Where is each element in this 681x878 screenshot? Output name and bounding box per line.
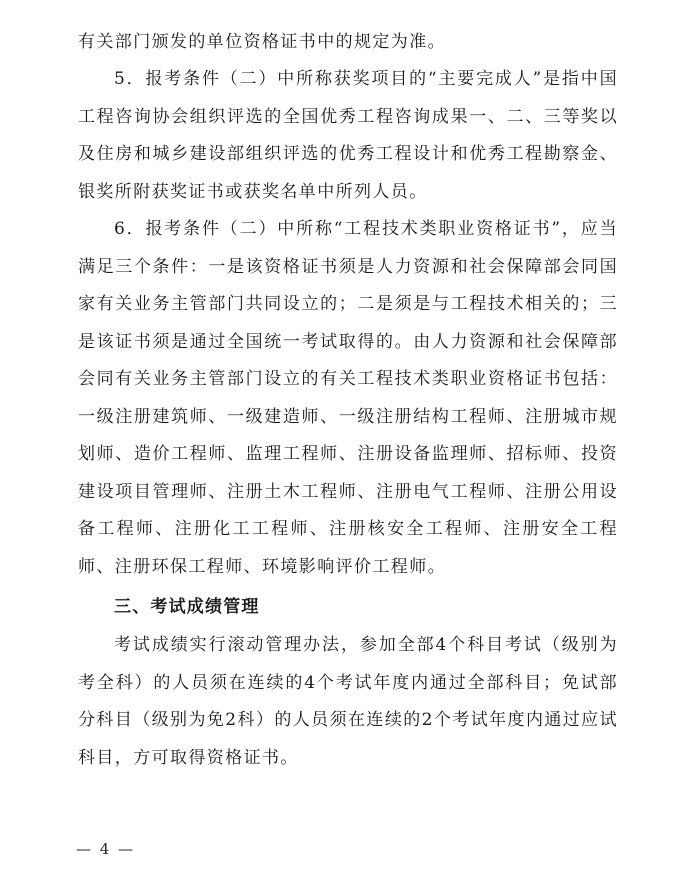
- paragraph-item-6: 6．报考条件（二）中所称“工程技术类职业资格证书”，应当满足三个条件：一是该资格证书须是人力资源和社会保障部会同国家有关业务主管部门共同设立的；二是须是与工程技术相关的；三是该证书须是通过全国统一考试取得的。由人力资源和社会保障部会同有关业务主管部门设立的有关工程技术类职业资格证书包括：一级注册建筑师、一级建造师、一级注册结构工程师、注册城市规划师、造价工程师、监理工程师、注册设备监理师、招标师、投资建设项目管理师、注册土木工程师、注册电气工程师、注册公用设备工程师、注册化工工程师、注册核安全工程师、注册安全工程师、注册环保工程师、环境影响评价工程师。: [78, 219, 618, 577]
- paragraph-continued: 有关部门颁发的单位资格证书中的规定为准。: [78, 32, 446, 52]
- page-number: — 4 —: [76, 840, 136, 858]
- paragraph-item-5: 5．报考条件（二）中所称获奖项目的“主要完成人”是指中国工程咨询协会组织评选的全国优秀工程咨询成果一、二、三等奖以及住房和城乡建设部组织评选的优秀工程设计和优秀工程勘察金、银奖所附获奖证书或获奖名单中所列人员。: [78, 69, 618, 202]
- section-heading: 三、考试成绩管理: [114, 597, 260, 617]
- paragraph-score-management: 考试成绩实行滚动管理办法，参加全部4个科目考试（级别为考全科）的人员须在连续的4个考试年度内通过全部科目；免试部分科目（级别为免2科）的人员须在连续的2个考试年度内通过应试科目，方可取得资格证书。: [78, 635, 618, 768]
